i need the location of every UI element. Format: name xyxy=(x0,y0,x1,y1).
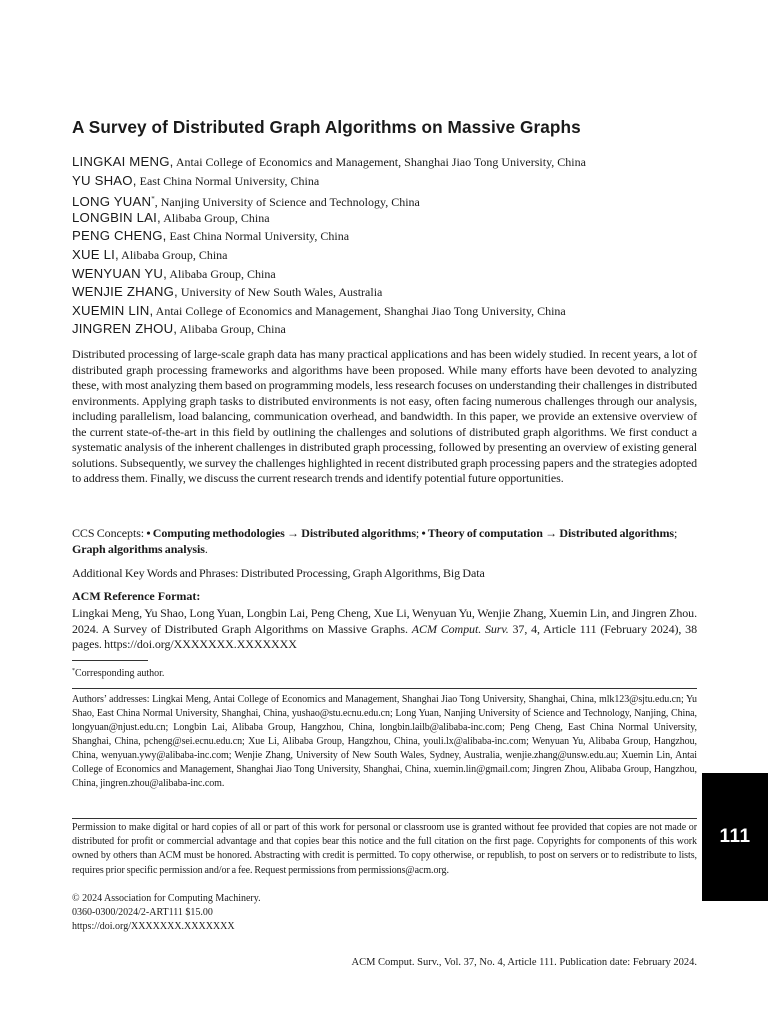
author-affiliation: Antai College of Economics and Management, Shanghai Jiao Tong University, China xyxy=(173,155,586,169)
reference-tail: 37, 4, Article 111 (February 2024), 38 pages. https://doi.org/XXXXXXX.XXXXXXX xyxy=(72,621,697,651)
author-name: XUEMIN LIN, xyxy=(72,302,154,318)
abstract: Distributed processing of large-scale graph data has many practical applications and has been widely studied. In recent years, a lot of distributed graph processing frameworks and algorithms have been proposed. While many efforts have been devoted to analyzing these, with most analyzing them based on programming models, less research focuses on understanding their challenges in distributed environments. Applying graph tasks to distributed environments is not easy, often facing numerous challenges through our analysis, including parallelism, load balancing, communication overhead, and bandwidth. In this paper, we provide an extensive overview of the current state-of-the-art in this field by outlining the challenges and solutions of distributed graph algorithms. We first conduct a systematic analysis of the inherent challenges in distributed graph processing, followed by presenting an overview of existing general solutions. Subsequently, we survey the challenges highlighted in recent distributed graph processing papers and the strategies adopted to address them. Finally, we discuss the current research trends and identify potential future opportunities. xyxy=(72,347,697,485)
author-entry xyxy=(72,302,712,321)
doi-link[interactable]: https://doi.org/XXXXXXX.XXXXXXX xyxy=(72,921,235,933)
ccs-end: . xyxy=(204,541,208,556)
copyright-line: © 2024 Association for Computing Machinery. xyxy=(72,893,261,904)
footnote xyxy=(72,665,164,680)
publication-info: ACM Comput. Surv., Vol. 37, No. 4, Article 111. Publication date: February 2024. xyxy=(351,957,697,968)
ccs-concepts xyxy=(72,526,697,557)
ccs-separator: ; xyxy=(674,526,678,540)
footnote-rule xyxy=(72,660,148,661)
divider xyxy=(72,818,697,819)
author-entry xyxy=(72,209,712,228)
author-name: YU SHAO, xyxy=(72,172,137,188)
author-entry xyxy=(72,172,712,191)
author-entry xyxy=(72,190,712,209)
author-name: LONG YUAN xyxy=(72,194,152,210)
permission-notice: Permission to make digital or hard copies of all or part of this work for personal or classroom use is granted without fee provided that copies are not made or distributed for profit or commercial advantage and that copies bear this notice and the full citation on the first page. Copyrights for components of this work owned by others than ACM must be honored. Abstracting with credit is permitted. To copy otherwise, or republish, to post on servers or to redistribute to lists, requires prior specific permission and/or a fee. Request permissions from permissions@acm.org. xyxy=(72,822,697,876)
divider xyxy=(72,688,697,689)
author-affiliation: East China Normal University, China xyxy=(136,173,320,188)
article-number-tab: 111 xyxy=(702,773,768,901)
ccs-concept: Graph algorithms analysis xyxy=(72,541,205,556)
author-affiliation: Alibaba Group, China xyxy=(177,322,286,337)
author-affiliation: Alibaba Group, China xyxy=(118,247,228,262)
author-entry xyxy=(72,153,712,172)
copyright-block xyxy=(72,892,697,935)
author-entry xyxy=(72,265,712,284)
author-entry xyxy=(72,227,712,246)
author-name: WENYUAN YU, xyxy=(72,265,168,281)
reference-format-heading: ACM Reference Format: xyxy=(72,589,201,603)
reference-journal: ACM Comput. Surv. xyxy=(411,621,509,636)
ccs-concept: • Computing methodologies → Distributed algorithms xyxy=(146,526,416,540)
author-name: PENG CHENG, xyxy=(72,228,167,244)
author-name: XUE LI, xyxy=(72,246,119,262)
ccs-prefix: CCS Concepts: xyxy=(72,526,147,540)
author-name: JINGREN ZHOU, xyxy=(72,321,178,337)
paper-title: A Survey of Distributed Graph Algorithms on Massive Graphs xyxy=(72,117,581,137)
ccs-separator: ; xyxy=(415,526,422,540)
author-affiliation: , Nanjing University of Science and Technology, China xyxy=(154,195,420,210)
author-name: LINGKAI MENG, xyxy=(72,154,174,169)
author-entry xyxy=(72,246,712,265)
author-affiliation: Alibaba Group, China xyxy=(160,210,270,225)
footnote-mark: * xyxy=(72,668,75,674)
author-entry xyxy=(72,320,712,339)
author-affiliation: University of New South Wales, Australia xyxy=(177,285,383,300)
author-addresses: Authors’ addresses: Lingkai Meng, Antai College of Economics and Management, Shanghai Jiao Tong University, Shanghai, China, mlk123@sjtu.edu.cn; Yu Shao, East China Normal University, Shanghai, China, yushao@stu.ecnu.edu.cn; Long Yuan, Nanjing University of Science and Technology, Nanjing, China, longyuan@njust.edu.cn; Longbin Lai, Alibaba Group, Hangzhou, China, longbin.lailb@alibaba-inc.com; Peng Cheng, East China Normal University, Shanghai, China, pcheng@sei.ecnu.edu.cn; Xue Li, Alibaba Group, Hangzhou, China, youli.lx@alibaba-inc.com; Wenyuan Yu, Alibaba Group, Hangzhou, China, wenyuan.ywy@alibaba-inc.com; Wenjie Zhang, University of New South Wales, Sydney, Australia, wenjie.zhang@unsw.edu.au; Xuemin Lin, Antai College of Economics and Management, Shanghai Jiao Tong University, Shanghai, China, xuemin.lin@gmail.com; Jingren Zhou, Alibaba Group, Hangzhou, China, jingren.zhou@alibaba-inc.com. xyxy=(72,694,697,789)
keywords: Additional Key Words and Phrases: Distributed Processing, Graph Algorithms, Big Data xyxy=(72,566,485,580)
author-affiliation: Alibaba Group, China xyxy=(167,266,276,281)
issn-line: 0360-0300/2024/2-ART111 $15.00 xyxy=(72,907,213,919)
author-list xyxy=(72,153,712,339)
author-affiliation: East China Normal University, China xyxy=(166,229,350,244)
author-entry xyxy=(72,283,712,302)
author-name: LONGBIN LAI, xyxy=(72,209,161,225)
ccs-concept: • Theory of computation → Distributed algorithms xyxy=(421,526,675,540)
corresponding-author-mark: * xyxy=(151,195,155,204)
reference-text: Lingkai Meng, Yu Shao, Long Yuan, Longbin Lai, Peng Cheng, Xue Li, Wenyuan Yu, Wenjie Zhang, Xuemin Lin, and Jingren Zhou. 2024. A Survey of Distributed Graph Algorithms on Massive Graphs. xyxy=(72,606,697,636)
author-name: WENJIE ZHANG, xyxy=(72,284,178,300)
footnote-text: Corresponding author. xyxy=(75,668,165,679)
author-affiliation: Antai College of Economics and Management, Shanghai Jiao Tong University, China xyxy=(153,303,566,318)
reference-format xyxy=(72,606,697,653)
